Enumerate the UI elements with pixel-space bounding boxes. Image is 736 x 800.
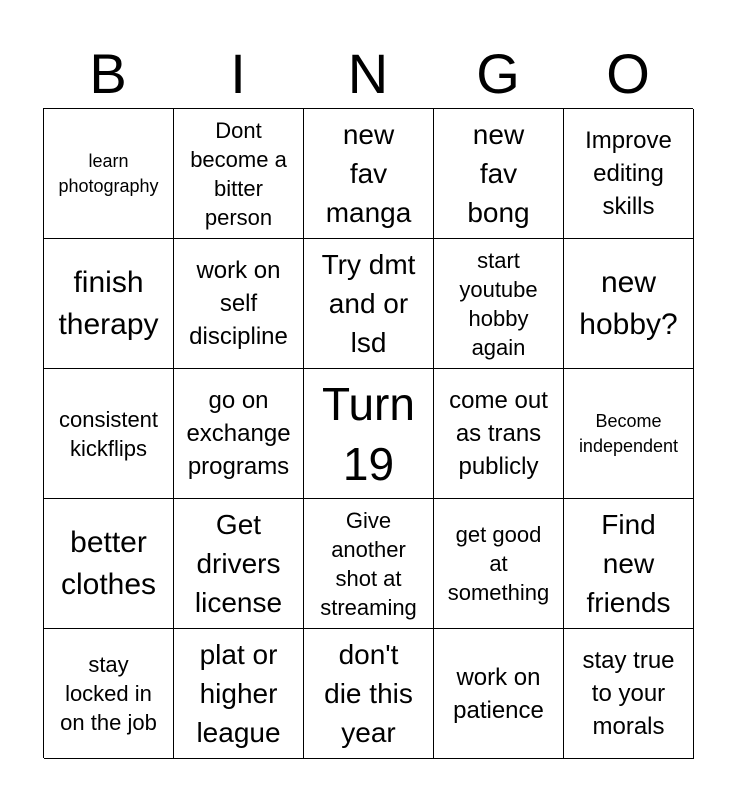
cell-text: Try dmt and or lsd <box>321 249 416 358</box>
cell-text: stay locked in on the job <box>60 652 157 735</box>
cell-text: Give another shot at streaming <box>320 507 417 620</box>
bingo-cell[interactable] <box>174 629 304 759</box>
bingo-cell[interactable] <box>174 499 304 629</box>
bingo-cell[interactable] <box>174 369 304 499</box>
bingo-cell[interactable] <box>434 499 564 629</box>
bingo-cell[interactable] <box>44 369 174 499</box>
cell-text: Turn 19 <box>322 377 415 490</box>
bingo-cell[interactable] <box>44 239 174 369</box>
cell-text: better clothes <box>60 525 157 601</box>
cell-text: learn photography <box>58 150 159 196</box>
cell-text: Become independent <box>578 410 679 456</box>
bingo-cell[interactable] <box>434 109 564 239</box>
free-space-cell[interactable] <box>304 369 434 499</box>
cell-text: go on exchange programs <box>186 387 291 480</box>
bingo-cell[interactable] <box>564 239 694 369</box>
cell-text: start youtube hobby again <box>459 247 538 360</box>
bingo-cell[interactable] <box>304 109 434 239</box>
cell-text: Improve editing skills <box>585 127 672 220</box>
bingo-cell[interactable] <box>434 239 564 369</box>
bingo-cell[interactable] <box>564 109 694 239</box>
cell-text: new fav manga <box>325 119 412 228</box>
bingo-grid <box>43 108 693 758</box>
cell-text: Dont become a bitter person <box>190 117 287 230</box>
bingo-cell[interactable] <box>44 629 174 759</box>
header-letter-o: O <box>606 42 650 105</box>
cell-text: Find new friends <box>586 509 671 618</box>
bingo-cell[interactable] <box>434 629 564 759</box>
header-letter-g: G <box>476 42 520 105</box>
cell-text: Get drivers license <box>194 509 283 618</box>
bingo-cell[interactable] <box>304 239 434 369</box>
header-letter-n: N <box>347 42 389 105</box>
cell-text: come out as trans publicly <box>449 387 548 480</box>
header-letter-i: I <box>230 42 246 105</box>
cell-text: work on self discipline <box>189 257 288 350</box>
bingo-cell[interactable] <box>44 109 174 239</box>
bingo-header <box>43 40 693 108</box>
bingo-cell[interactable] <box>304 499 434 629</box>
bingo-cell[interactable] <box>174 239 304 369</box>
cell-text: finish therapy <box>58 265 159 341</box>
cell-text: don't die this year <box>324 639 413 748</box>
bingo-cell[interactable] <box>174 109 304 239</box>
header-letter-b: B <box>89 42 127 105</box>
bingo-cell[interactable] <box>564 499 694 629</box>
cell-text: consistent kickflips <box>58 406 159 461</box>
cell-text: stay true to your morals <box>582 647 675 740</box>
cell-text: get good at something <box>447 522 550 605</box>
cell-text: new hobby? <box>579 265 678 341</box>
cell-text: work on patience <box>453 663 544 724</box>
bingo-cell[interactable] <box>434 369 564 499</box>
bingo-cell[interactable] <box>564 369 694 499</box>
bingo-cell[interactable] <box>564 629 694 759</box>
cell-text: plat or higher league <box>196 639 281 748</box>
bingo-cell[interactable] <box>304 629 434 759</box>
cell-text: new fav bong <box>467 119 530 228</box>
bingo-cell[interactable] <box>44 499 174 629</box>
